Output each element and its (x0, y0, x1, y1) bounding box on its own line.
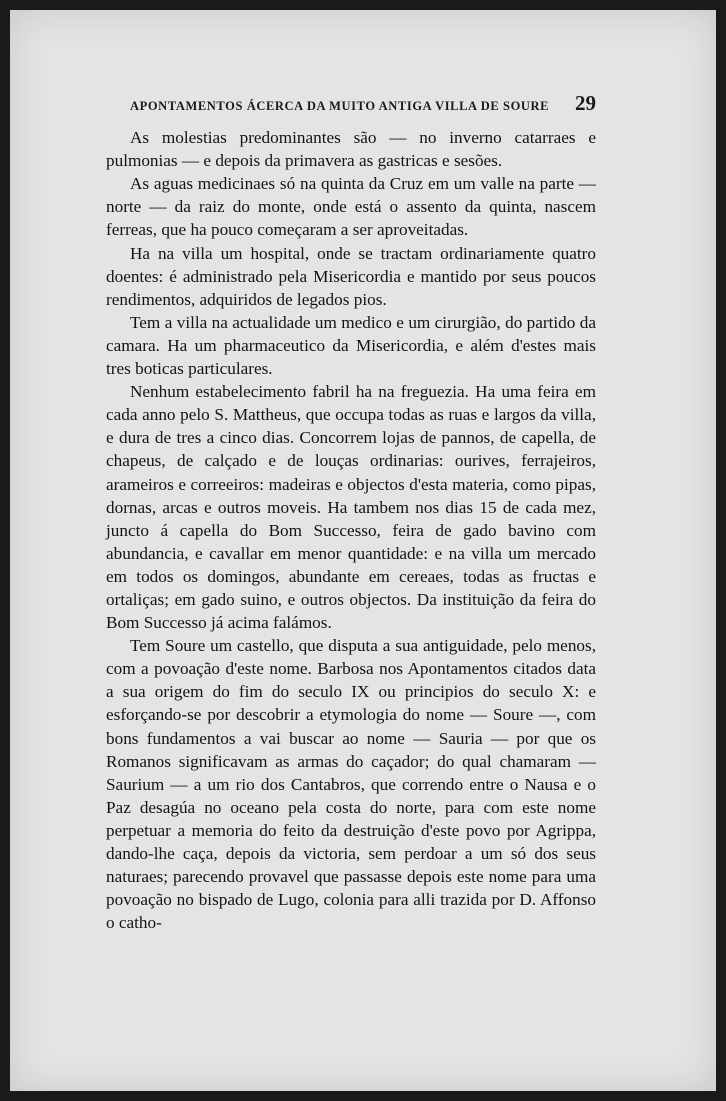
paragraph-hospital: Ha na villa um hospital, onde se tractam ordinariamente quatro doentes: é administrado pela Misericordia e mantido por seus poucos rendimentos, adquiridos de legados pios. (106, 243, 596, 309)
paragraph-climate: As molestias predominantes são — no inverno catarraes e pulmonias — e depois da primavera as gastricas e sesões. (106, 128, 596, 171)
scanned-page (10, 10, 716, 1091)
paragraph-doctors: Tem a villa na actualidade um medico e um cirurgião, do partido da camara. Ha um pharmaceutico da Misericordia, e além d'estes mais tres boticas particulares. (106, 312, 596, 379)
header-title: APONTAMENTOS ÁCERCA DA MUITO ANTIGA VILLA DE SOURE (130, 99, 550, 113)
paragraph-castle: Tem Soure um castello, que disputa a sua antiguidade, pelo menos, com a povoação d'este nome. Barbosa nos Apontamentos citados data a sua origem do fim do seculo IX ou principios do seculo X: e esforçando-se por descobrir a etymologia do nome — Soure —, com bons fundamentos a vai buscar ao nome — Sauria — por que os Romanos significavam as armas do caçador; do qual chamaram — Saurium — a um rio dos Cantabros, que correndo entre o Nausa e o Paz desagúa no oceano pela costa do norte, para com este nome perpetuar a memoria do feito da destruição d'este povo por Agrippa, dando-lhe caça, depois da victoria, sem perdoar a um só dos seus naturaes; parecendo provavel que passasse depois este nome para uma povoação no bispado de Lugo, colonia para alli trazida por D. Affonso o catho- (106, 636, 596, 933)
paragraph-fairs: Nenhum estabelecimento fabril ha na freguezia. Ha uma feira em cada anno pelo S. Mattheus, que occupa todas as ruas e largos da villa, e dura de tres a cinco dias. Concorrem lojas de pannos, de capella, de chapeus, de calçado e de louças ordinarias: ourives, ferrajeiros, arameiros e correeiros: madeiras e objectos d'esta materia, como pipas, dornas, arcas e outros moveis. Ha tambem nos dias 15 de cada mez, juncto á capella do Bom Successo, feira de gado bavino com abundancia, e cavallar em menor quantidade: e na villa um mercado em todos os domingos, abundante em cereaes, todas as fructas e ortaliças; em gado suino, e outros objectos. Da instituição da feira do Bom Successo já acima falámos. (106, 382, 596, 633)
page-number: 29 (575, 91, 596, 115)
page-content (106, 92, 596, 934)
paragraph-waters: As aguas medicinaes só na quinta da Cruz em um valle na parte — norte — da raiz do monte, onde está o assento da quinta, nascem ferreas, que ha pouco começaram a ser aproveitadas. (106, 174, 596, 240)
running-header (106, 92, 596, 118)
body-text (106, 126, 596, 934)
